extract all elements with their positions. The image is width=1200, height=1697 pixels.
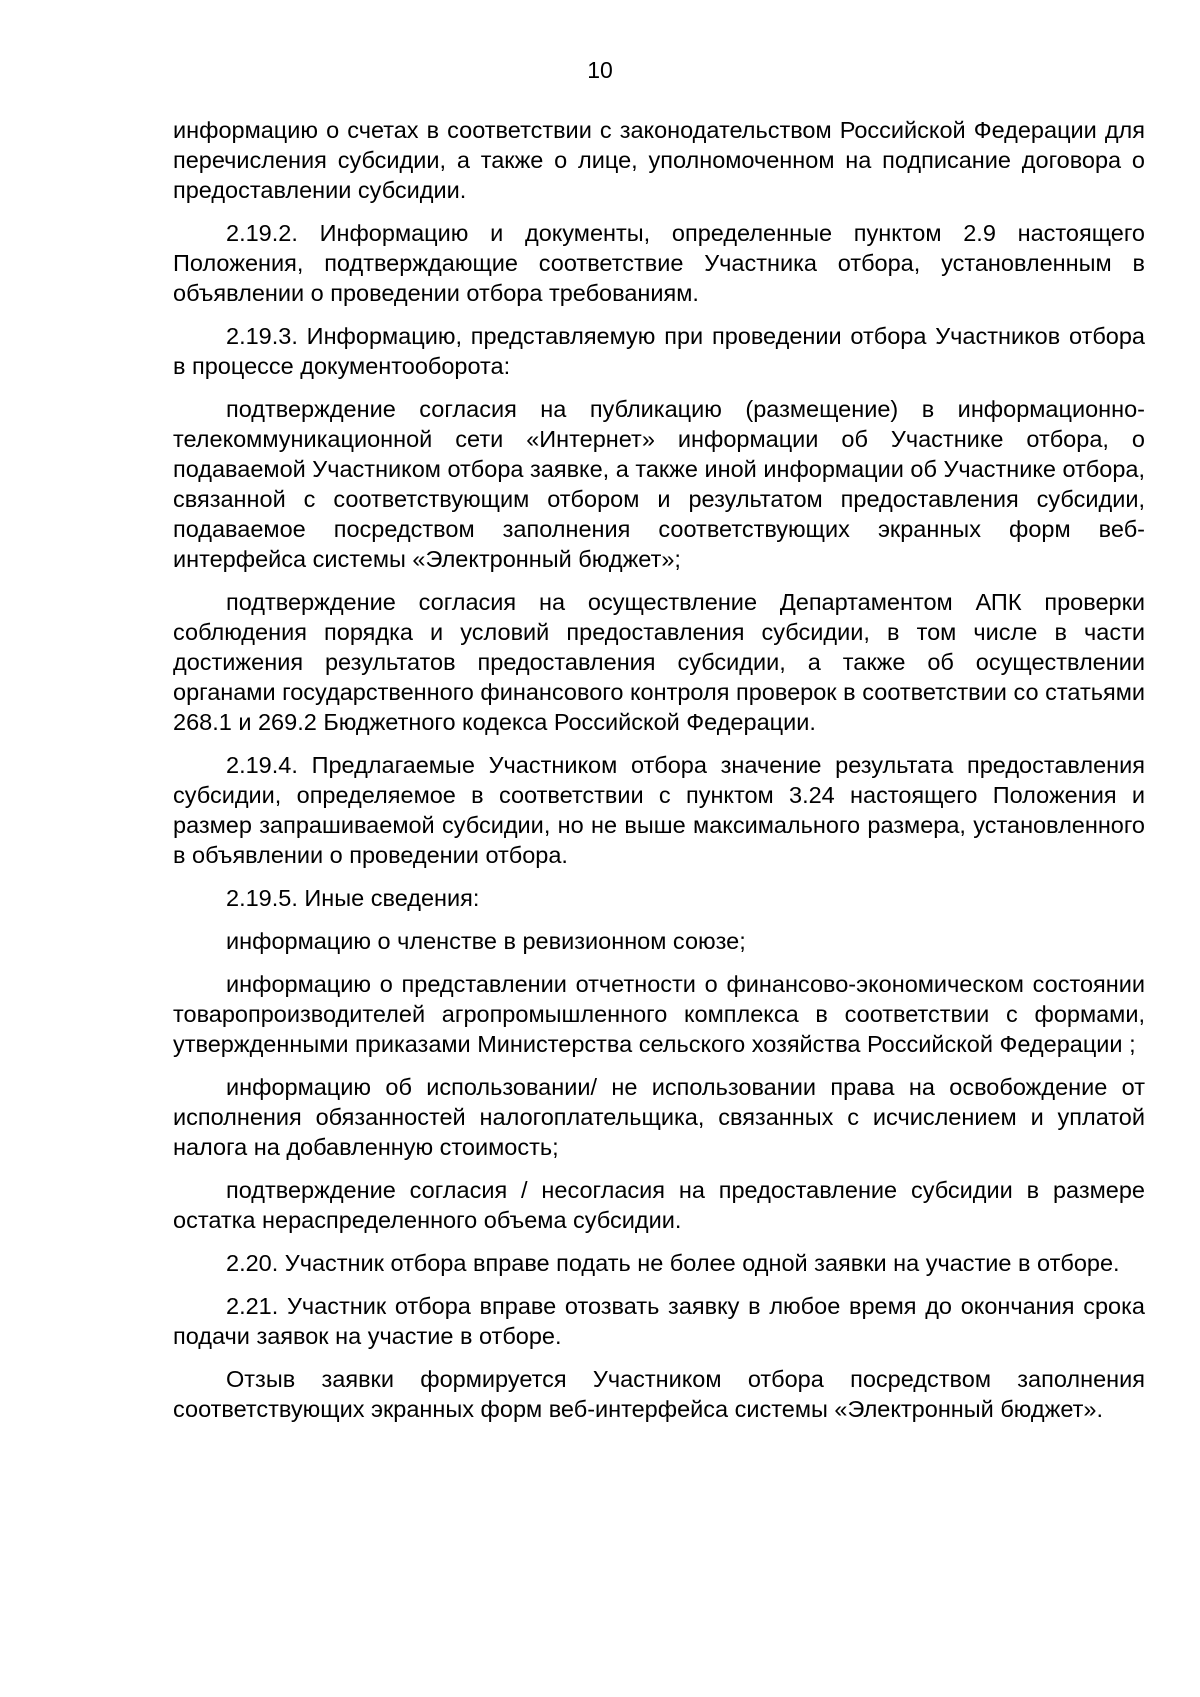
page-number: 10 <box>587 57 613 83</box>
paragraph-2-20: 2.20. Участник отбора вправе подать не более одной заявки на участие в отборе. <box>226 1250 1120 1276</box>
document-body <box>173 115 1145 1437</box>
paragraph-audit-union: информацию о членстве в ревизионном союзе; <box>226 928 746 954</box>
paragraph-2-19-5: 2.19.5. Иные сведения: <box>226 885 480 911</box>
paragraph-withdrawal: Отзыв заявки формируется Участником отбора посредством заполнения соответствующих экранных форм веб-интерфейса системы «Электронный бюджет». <box>173 1366 1145 1422</box>
paragraph-reporting: информацию о представлении отчетности о финансово-экономическом состоянии товаропроизводителей агропромышленного комплекса в соответствии с формами, утвержденными приказами Министерства сельского хозяйства Российской Федерации ; <box>173 971 1145 1057</box>
paragraph-2-19-3: 2.19.3. Информацию, представляемую при проведении отбора Участников отбора в процессе документооборота: <box>173 323 1145 379</box>
paragraph-remaining-subsidy: подтверждение согласия / несогласия на предоставление субсидии в размере остатка нераспределенного объема субсидии. <box>173 1177 1145 1233</box>
paragraph-vat-exemption: информацию об использовании/ не использовании права на освобождение от исполнения обязанностей налогоплательщика, связанных с исчислением и уплатой налога на добавленную стоимость; <box>173 1074 1145 1160</box>
paragraph-inspection-consent: подтверждение согласия на осуществление Департаментом АПК проверки соблюдения порядка и условий предоставления субсидии, в том числе в части достижения результатов предоставления субсидии, а также об осуществлении органами государственного финансового контроля проверок в соответствии со статьями 268.1 и 269.2 Бюджетного кодекса Российской Федерации. <box>173 589 1145 735</box>
paragraph-2-19-4: 2.19.4. Предлагаемые Участником отбора значение результата предоставления субсидии, определяемое в соответствии с пунктом 3.24 настоящего Положения и размер запрашиваемой субсидии, но не выше максимального размера, установленного в объявлении о проведении отбора. <box>173 752 1145 868</box>
paragraph-2-21: 2.21. Участник отбора вправе отозвать заявку в любое время до окончания срока подачи заявок на участие в отборе. <box>173 1293 1145 1349</box>
paragraph-bank-accounts: информацию о счетах в соответствии с законодательством Российской Федерации для перечисления субсидии, а также о лице, уполномоченном на подписание договора о предоставлении субсидии. <box>173 117 1145 203</box>
paragraph-publication-consent: подтверждение согласия на публикацию (размещение) в информационно-телекоммуникационной сети «Интернет» информации об Участнике отбора, о подаваемой Участником отбора заявке, а также иной информации об Участнике отбора, связанной с соответствующим отбором и результатом предоставления субсидии, подаваемое посредством заполнения соответствующих экранных форм веб-интерфейса системы «Электронный бюджет»; <box>173 396 1145 572</box>
paragraph-2-19-2: 2.19.2. Информацию и документы, определенные пунктом 2.9 настоящего Положения, подтверждающие соответствие Участника отбора, установленным в объявлении о проведении отбора требованиям. <box>173 220 1145 306</box>
